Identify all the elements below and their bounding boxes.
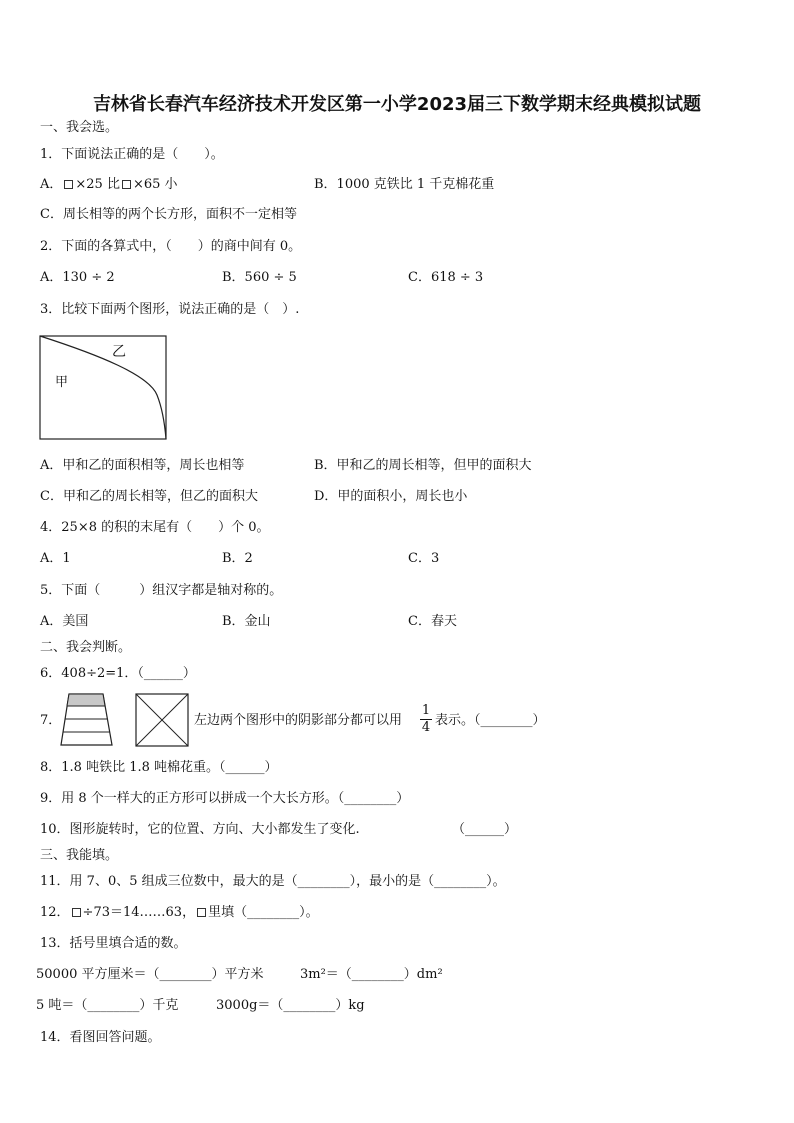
question-number: 12． — [40, 905, 70, 920]
q1-option-c: C．周长相等的两个长方形，面积不一定相等 — [40, 207, 297, 222]
question-11: 11．用 7、0、5 组成三位数中，最大的是（________），最小的是（________）。 — [40, 874, 506, 889]
question-2: 2．下面的各算式中，（ ）的商中间有 0。 — [40, 239, 302, 254]
question-10-blank: （______） — [452, 822, 518, 837]
question-1: 1．下面说法正确的是（ ）。 — [40, 147, 224, 162]
q5-option-a: A．美国 — [40, 614, 89, 629]
q5-option-c: C．春天 — [408, 614, 457, 629]
question-7-number: 7． — [40, 713, 62, 728]
question-7-text: 左边两个图形中的阴影部分都可以用 — [194, 713, 403, 728]
q5-option-b: B．金山 — [222, 614, 271, 629]
option-label: A． — [40, 177, 63, 192]
q3-option-a: A．甲和乙的面积相等，周长也相等 — [40, 458, 245, 473]
q13-line1-area: 50000 平方厘米＝（________）平方米 — [36, 967, 264, 982]
q2-option-b: B．560 ÷ 5 — [222, 270, 297, 285]
q4-option-c: C．3 — [408, 551, 440, 566]
page-title: 吉林省长春汽车经济技术开发区第一小学2023届三下数学期末经典模拟试题 — [92, 94, 702, 115]
q13-line2-mass: 5 吨＝（________）千克 — [36, 998, 179, 1013]
q2-option-a: A．130 ÷ 2 — [40, 270, 115, 285]
question-8: 8．1.8 吨铁比 1.8 吨棉花重。（______） — [40, 760, 278, 775]
question-7-blank: 表示。（________） — [435, 713, 546, 728]
square-icon — [64, 180, 73, 189]
square-icon — [122, 180, 131, 189]
figure-label-jia: 甲 — [55, 375, 69, 390]
q1-option-a — [40, 177, 178, 193]
question-9: 9．用 8 个一样大的正方形可以拼成一个大长方形。（________） — [40, 791, 410, 806]
fraction-denominator: 4 — [421, 720, 431, 735]
q13-line1-volume: 3m²＝（________）dm² — [300, 967, 443, 982]
q3-option-c: C．甲和乙的周长相等，但乙的面积大 — [40, 489, 258, 504]
fraction-numerator: 1 — [421, 703, 431, 718]
fraction-one-quarter — [420, 703, 432, 736]
section-heading-judge: 二、我会判断。 — [40, 640, 132, 655]
q2-option-c: C．618 ÷ 3 — [408, 270, 484, 285]
q13-line2-weight: 3000g＝（________）kg — [216, 998, 365, 1013]
question-text: 里填（________）。 — [208, 905, 319, 920]
question-text: ÷73＝14……63， — [82, 905, 196, 920]
figure-label-yi: 乙 — [112, 344, 126, 360]
question-4: 4．25×8 的积的末尾有（ ）个 0。 — [40, 520, 270, 535]
question-13: 13．括号里填合适的数。 — [40, 936, 187, 951]
question-5: 5．下面（ ）组汉字都是轴对称的。 — [40, 583, 283, 598]
question-14: 14．看图回答问题。 — [40, 1030, 161, 1045]
square-icon — [197, 908, 206, 917]
q7-shapes-figure — [60, 692, 192, 748]
section-heading-choose: 一、我会选。 — [40, 120, 119, 135]
q3-option-b: B．甲和乙的周长相等，但甲的面积大 — [314, 458, 532, 473]
question-12 — [40, 905, 319, 921]
q4-option-b: B．2 — [222, 551, 253, 566]
q4-option-a: A．1 — [40, 551, 71, 566]
q1-option-b: B．1000 克铁比 1 千克棉花重 — [314, 177, 495, 192]
square-icon — [72, 908, 81, 917]
question-3: 3．比较下面两个图形，说法正确的是（ ）. — [40, 302, 300, 317]
option-text: ×65 小 — [132, 177, 178, 192]
section-heading-fill: 三、我能填。 — [40, 848, 119, 863]
option-text: ×25 比 — [75, 177, 120, 192]
trapezoid-shaded-part — [67, 694, 105, 706]
q3-option-d: D．甲的面积小，周长也小 — [314, 489, 468, 504]
question-10: 10．图形旋转时，它的位置、方向、大小都发生了变化. — [40, 822, 360, 837]
question-6: 6．408÷2=1．（______） — [40, 666, 196, 681]
